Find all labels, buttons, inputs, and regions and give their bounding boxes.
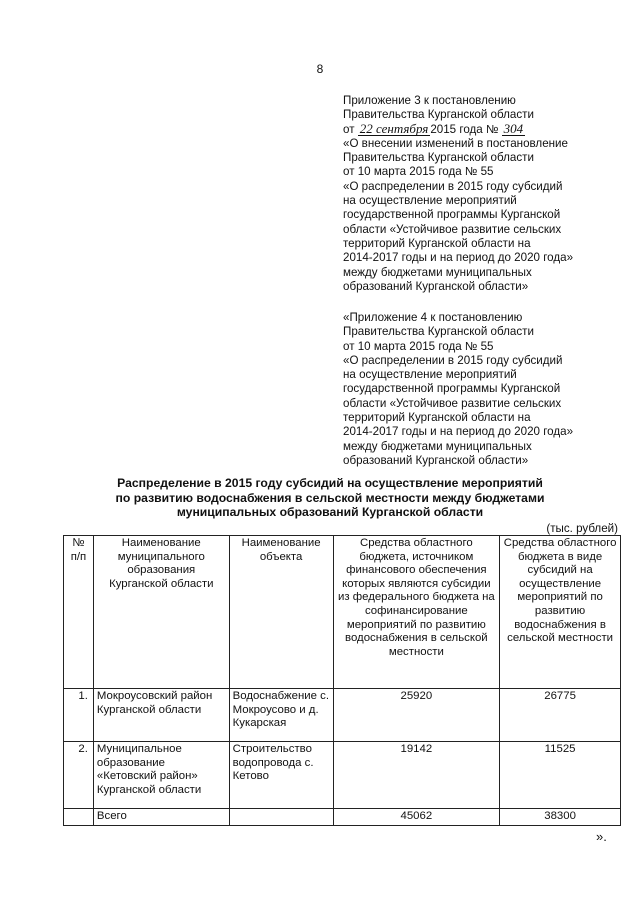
appendix-4-header <box>343 311 623 468</box>
header-number: № п/п <box>64 536 94 689</box>
appendix-line: на осуществление мероприятий <box>343 368 517 382</box>
header-regional-funds: Средства областного бюджета в виде субсидий на осуществление мероприятий по развитию водоснабжения в сельской местности <box>500 536 621 689</box>
row-federal-value: 25920 <box>333 689 500 742</box>
handwritten-number: 304 <box>503 120 524 136</box>
appendix-line: 2014-2017 годы и на период до 2020 года» <box>343 425 574 439</box>
appendix-line: Правительства Курганской области <box>343 151 534 165</box>
header-federal-funds: Средства областного бюджета, источником финансового обеспечения которых являются субсидии из федерального бюджета на софинансирование мероприятий по развитию водоснабжения в сельской местности <box>333 536 500 689</box>
appendix-date-line <box>343 120 623 137</box>
page-number: 8 <box>316 62 324 76</box>
appendix-line: между бюджетами муниципальных <box>343 265 532 279</box>
appendix-line: Правительства Курганской области <box>343 325 534 339</box>
appendix-line: государственной программы Курганской <box>343 382 561 396</box>
title-line: Распределение в 2015 году субсидий на осуществление мероприятий <box>117 476 543 490</box>
subsidy-table <box>63 535 621 826</box>
appendix-line: от 10 марта 2015 года № 55 <box>343 339 494 353</box>
appendix-line: от 10 марта 2015 года № 55 <box>343 165 494 179</box>
title-line: муниципальных образований Курганской области <box>176 505 484 520</box>
row-municipality: Муниципальное образование «Кетовский район» Курганской области <box>93 742 229 809</box>
appendix-line: от <box>343 122 355 136</box>
appendix-line: «О внесении изменений в постановление <box>343 136 568 150</box>
appendix-3-header <box>343 94 623 294</box>
row-number: 2. <box>64 742 94 809</box>
table-header-row <box>64 536 621 689</box>
unit-label: (тыс. рублей) <box>546 522 618 535</box>
row-object: Строительство водопровода с. Кетово <box>229 742 333 809</box>
handwritten-date: 22 сентября <box>359 120 429 136</box>
row-object: Водоснабжение с. Мокроусово и д. Кукарская <box>229 689 333 742</box>
appendix-line: «О распределении в 2015 году субсидий <box>343 353 563 367</box>
row-federal-value: 19142 <box>333 742 500 809</box>
total-object-cell <box>229 809 333 826</box>
row-municipality: Мокроусовский район Курганской области <box>93 689 229 742</box>
appendix-line: образований Курганской области» <box>343 279 529 293</box>
total-regional-value: 38300 <box>500 809 621 826</box>
closing-mark: ». <box>596 829 607 844</box>
appendix-line: государственной программы Курганской <box>343 208 561 222</box>
document-title <box>80 476 580 520</box>
header-object: Наименование объекта <box>229 536 333 689</box>
appendix-line: территорий Курганской области на <box>343 236 531 250</box>
appendix-line: области «Устойчивое развитие сельских <box>343 222 562 236</box>
total-number-cell <box>64 809 94 826</box>
row-regional-value: 26775 <box>500 689 621 742</box>
row-regional-value: 11525 <box>500 742 621 809</box>
title-line: по развитию водоснабжения в сельской местности между бюджетами <box>115 490 545 505</box>
appendix-line: области «Устойчивое развитие сельских <box>343 396 562 410</box>
header-municipality: Наименование муниципального образования Курганской области <box>93 536 229 689</box>
appendix-line: между бюджетами муниципальных <box>343 439 532 453</box>
appendix-line: 2014-2017 годы и на период до 2020 года» <box>343 251 574 265</box>
table-total-row <box>64 809 621 826</box>
table-row <box>64 742 621 809</box>
total-federal-value: 45062 <box>333 809 500 826</box>
table-row <box>64 689 621 742</box>
row-number: 1. <box>64 689 94 742</box>
appendix-line: Правительства Курганской области <box>343 108 534 122</box>
appendix-line: «Приложение 4 к постановлению <box>343 311 523 324</box>
appendix-line: «О распределении в 2015 году субсидий <box>343 179 563 193</box>
appendix-line: Приложение 3 к постановлению <box>343 94 516 107</box>
appendix-line: образований Курганской области» <box>343 453 529 467</box>
appendix-line: территорий Курганской области на <box>343 411 531 425</box>
appendix-line: на осуществление мероприятий <box>343 194 517 208</box>
total-label: Всего <box>93 809 229 826</box>
year-text: 2015 года № <box>430 122 499 136</box>
